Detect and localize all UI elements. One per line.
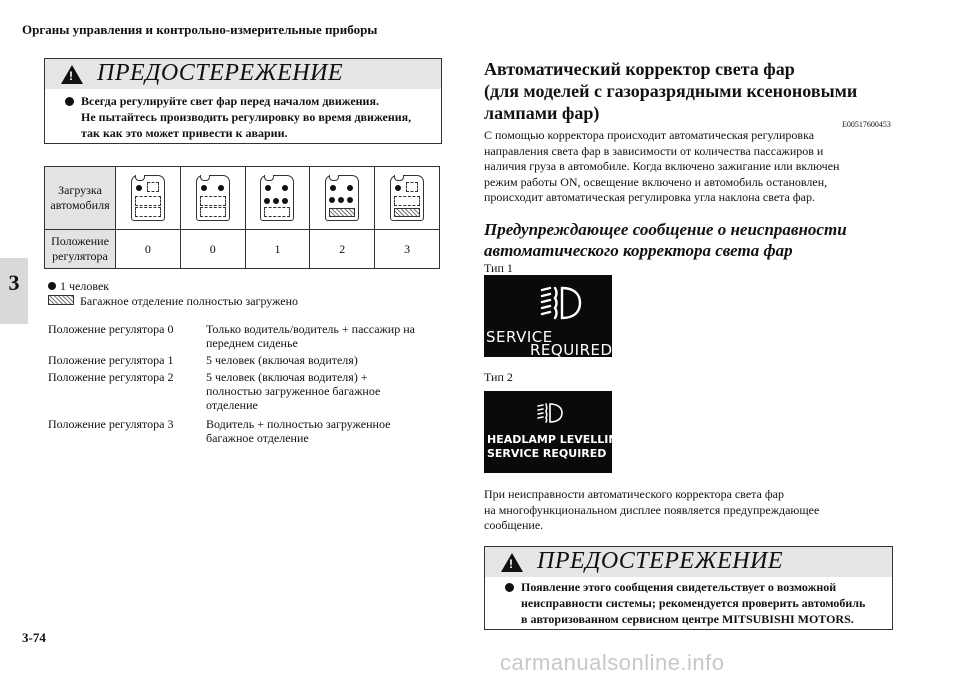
- section-paragraph: С помощью корректора происходит автоматическая регулировка направления света фар в зависимости от количества пассажиров и наличия груза в автомобиле. Когда включено зажигание или включен режим работы ON, освещение включено и автомобиль остановлен, происходит автоматическая регулировка угла наклона света фар.: [484, 128, 840, 204]
- table-header-position: Положение регулятора: [45, 230, 116, 269]
- vehicle-load-table: [44, 166, 440, 269]
- table-header-load: Загрузка автомобиля: [45, 167, 116, 230]
- warning-text-line: в авторизованном сервисном центре MITSUBISHI MOTORS.: [521, 612, 854, 626]
- bullet-icon: [65, 97, 74, 106]
- car-diagram-icon: [196, 175, 230, 221]
- car-diagram-icon: [131, 175, 165, 221]
- type1-label: Тип 1: [484, 261, 513, 275]
- warning-text-line: Появление этого сообщения свидетельствует о возможной: [521, 580, 837, 594]
- warning-box-bottom: ! ПРЕДОСТЕРЕЖЕНИЕ Появление этого сообщения свидетельствует о возможной неисправности системы; рекомендуется проверить автомобиль в авторизованном сервисном центре MITSUBISHI MOTORS.: [484, 546, 893, 630]
- warning-text-line: Всегда регулируйте свет фар перед началом движения.: [81, 94, 379, 108]
- position-desc: Только водитель/водитель + пассажир на переднем сиденье: [206, 322, 415, 350]
- load-diagram-1: [180, 167, 245, 230]
- subsection-paragraph: При неисправности автоматического корректора света фар на многофункциональном дисплее появляется предупреждающее сообщение.: [484, 487, 820, 532]
- person-dot-icon: [48, 282, 56, 290]
- warning-text-line: так как это может привести к аварии.: [81, 126, 288, 140]
- legend-cargo: [48, 294, 298, 309]
- chapter-number: 3: [8, 270, 20, 295]
- position-label: Положение регулятора 0: [48, 322, 174, 336]
- display2-line1: HEADLAMP LEVELLING: [487, 433, 627, 446]
- load-diagram-3: [310, 167, 375, 230]
- subsection-title: Предупреждающее сообщение о неисправности автоматического корректора света фар: [484, 220, 847, 260]
- warning-text-line: неисправности системы; рекомендуется проверить автомобиль: [521, 596, 866, 610]
- hatch-icon: [48, 295, 74, 305]
- table-cell: 0: [116, 230, 181, 269]
- warning-title: ПРЕДОСТЕРЕЖЕНИЕ: [97, 60, 344, 86]
- table-cell: 1: [245, 230, 310, 269]
- table-cell: 2: [310, 230, 375, 269]
- section-title: Автоматический корректор света фар (для моделей с газоразрядными ксеноновыми лампами фар): [484, 59, 858, 123]
- position-desc: 5 человек (включая водителя) + полностью загруженное багажное отделение: [206, 370, 381, 412]
- headlamp-levelling-icon: [536, 401, 566, 425]
- warning-box-top: ! ПРЕДОСТЕРЕЖЕНИЕ Всегда регулируйте свет фар перед началом движения. Не пытайтесь производить регулировку во время движения, так как это может привести к аварии.: [44, 58, 442, 144]
- warning-text-line: Не пытайтесь производить регулировку во время движения,: [81, 110, 412, 124]
- warning-title: ПРЕДОСТЕРЕЖЕНИЕ: [537, 548, 784, 574]
- position-label: Положение регулятора 2: [48, 370, 174, 384]
- document-code: E00517600453: [842, 120, 891, 129]
- page-header-title: Органы управления и контрольно-измерительные приборы: [22, 22, 378, 37]
- bullet-icon: [505, 583, 514, 592]
- position-label: Положение регулятора 1: [48, 353, 174, 367]
- display-type2: [484, 391, 627, 473]
- car-diagram-icon: [260, 175, 294, 221]
- headlamp-levelling-icon: [536, 283, 592, 323]
- type2-label: Тип 2: [484, 370, 513, 384]
- page-number: 3-74: [22, 630, 46, 645]
- load-diagram-4: [375, 167, 440, 230]
- watermark: carmanualsonline.info: [500, 650, 725, 675]
- car-diagram-icon: [325, 175, 359, 221]
- display1-line2: REQUIRED: [530, 341, 613, 359]
- display2-line2: SERVICE REQUIRED: [487, 447, 607, 460]
- car-diagram-icon: [390, 175, 424, 221]
- table-cell: 3: [375, 230, 440, 269]
- table-cell: 0: [180, 230, 245, 269]
- load-diagram-0: [116, 167, 181, 230]
- display1-line1: SERVICE: [486, 328, 553, 346]
- position-desc: Водитель + полностью загруженное багажное отделение: [206, 417, 391, 445]
- legend-cargo-label: Багажное отделение полностью загружено: [80, 294, 299, 308]
- legend-person-label: 1 человек: [60, 279, 110, 293]
- position-label: Положение регулятора 3: [48, 417, 174, 431]
- load-diagram-2: [245, 167, 310, 230]
- position-desc: 5 человек (включая водителя): [206, 353, 358, 367]
- legend-person: [48, 279, 109, 294]
- display-type1: [484, 275, 612, 357]
